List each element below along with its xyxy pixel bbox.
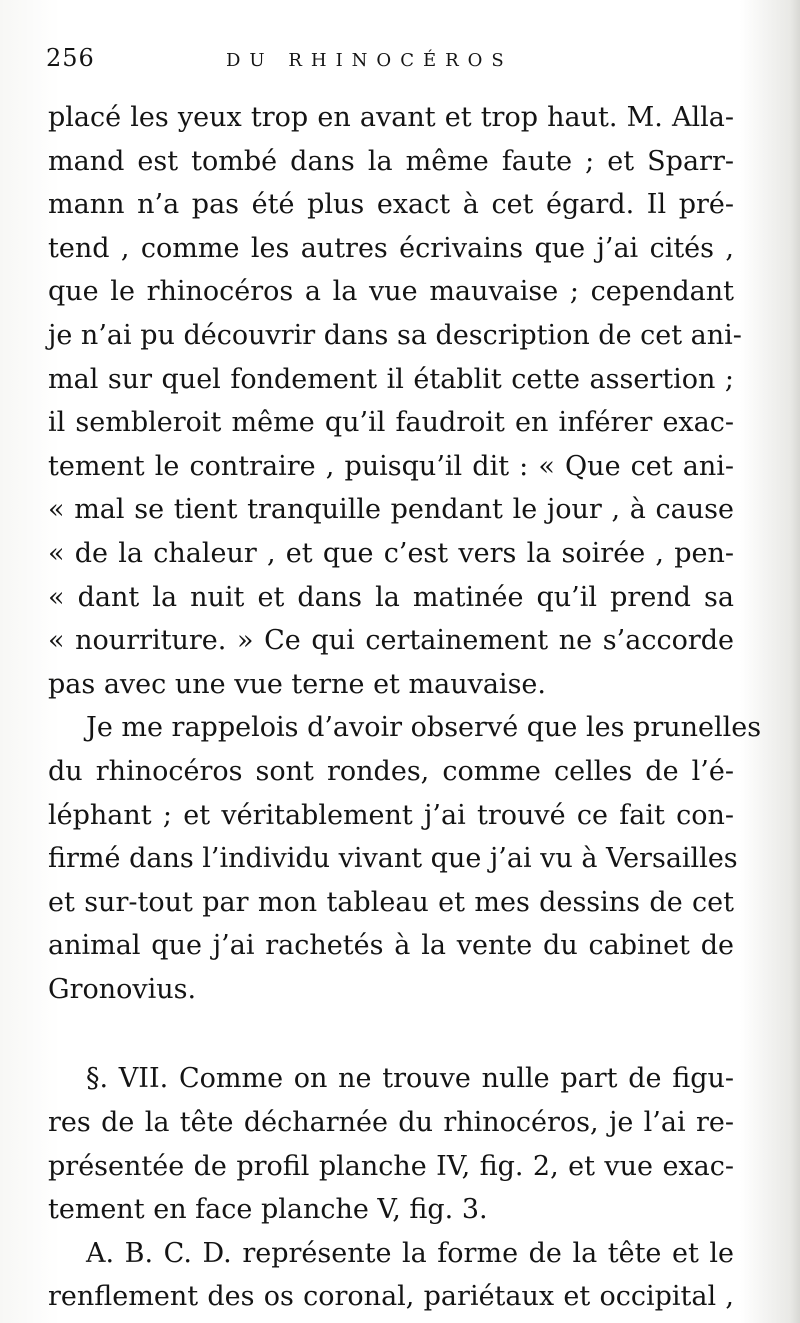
body-text bbox=[48, 96, 762, 1319]
running-title: DU RHINOCÉROS bbox=[226, 50, 513, 71]
text-line: je n’ai pu découvrir dans sa description de cet ani- bbox=[48, 319, 742, 351]
text-line: pas avec une vue terne et mauvaise. bbox=[48, 668, 546, 700]
text-line: res de la tête décharnée du rhinocéros, je l’ai re- bbox=[48, 1107, 734, 1139]
text-line: A. B. C. D. représente la forme de la tête et le bbox=[86, 1237, 734, 1269]
text-line: mann n’a pas été plus exact à cet égard. Il pré- bbox=[48, 189, 734, 221]
paragraph-1 bbox=[48, 96, 742, 706]
paragraph-section-vii bbox=[48, 1057, 734, 1231]
text-line: du rhinocéros sont rondes, comme celles de l’é- bbox=[48, 755, 734, 787]
text-line: tement le contraire , puisqu’il dit : « Que cet ani- bbox=[48, 450, 734, 482]
text-line: §. VII. Comme on ne trouve nulle part de figu- bbox=[86, 1063, 734, 1095]
page-header bbox=[46, 44, 746, 76]
text-line: et sur-tout par mon tableau et mes dessins de cet bbox=[48, 886, 734, 918]
paragraph-4 bbox=[48, 1232, 734, 1319]
text-line: « mal se tient tranquille pendant le jour , à cause bbox=[48, 494, 734, 526]
text-line: Gronovius. bbox=[48, 973, 197, 1005]
text-line: firmé dans l’individu vivant que j’ai vu à Versailles bbox=[48, 843, 738, 875]
text-line: Je me rappelois d’avoir observé que les prunelles bbox=[86, 712, 762, 744]
text-line: tend , comme les autres écrivains que j’ai cités , bbox=[48, 232, 734, 264]
text-line: léphant ; et véritablement j’ai trouvé ce fait con- bbox=[48, 799, 734, 831]
paragraph-2 bbox=[48, 706, 762, 1011]
section-gap bbox=[48, 1011, 734, 1057]
text-line: animal que j’ai rachetés à la vente du cabinet de bbox=[48, 930, 734, 962]
text-line: placé les yeux trop en avant et trop haut. M. Alla- bbox=[48, 102, 734, 133]
text-line: il sembleroit même qu’il faudroit en inférer exac- bbox=[48, 407, 734, 439]
page-number: 256 bbox=[46, 44, 95, 72]
text-line: présentée de profil planche IV, fig. 2, et vue exac- bbox=[48, 1150, 734, 1182]
text-line: mal sur quel fondement il établit cette assertion ; bbox=[48, 363, 734, 395]
text-line: « nourriture. » Ce qui certainement ne s’accorde bbox=[48, 625, 734, 657]
text-line: « de la chaleur , et que c’est vers la soirée , pen- bbox=[48, 537, 734, 569]
text-line: tement en face planche V, fig. 3. bbox=[48, 1194, 488, 1226]
text-line: « dant la nuit et dans la matinée qu’il prend sa bbox=[48, 581, 734, 613]
text-line: renflement des os coronal, pariétaux et occipital , bbox=[48, 1281, 734, 1313]
text-line: que le rhinocéros a la vue mauvaise ; cependant bbox=[48, 276, 734, 308]
text-line: mand est tombé dans la même faute ; et Sparr- bbox=[48, 145, 734, 177]
